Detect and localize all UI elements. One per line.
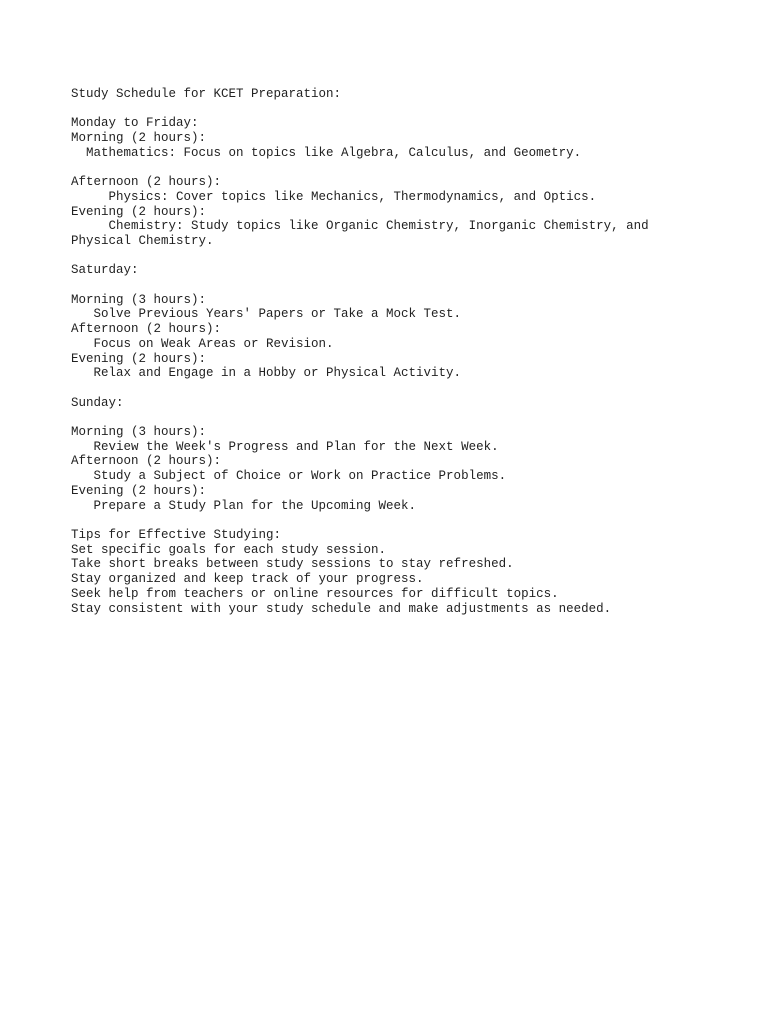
tip-item: Stay consistent with your study schedule and make adjustments as needed. bbox=[71, 601, 612, 616]
sunday-afternoon-label: Afternoon (2 hours): bbox=[71, 454, 222, 469]
document-title: Study Schedule for KCET Preparation: bbox=[71, 87, 342, 101]
blank-line bbox=[71, 381, 751, 396]
saturday-morning-text: Solve Previous Years' Papers or Take a Mock Test. bbox=[71, 307, 462, 322]
weekdays-evening-text-1: Chemistry: Study topics like Organic Chemistry, Inorganic Chemistry, and bbox=[71, 219, 649, 234]
tip-item: Stay organized and keep track of your progress. bbox=[71, 572, 424, 587]
weekdays-heading: Monday to Friday: bbox=[71, 116, 199, 131]
sunday-evening-label: Evening (2 hours): bbox=[71, 483, 207, 498]
sunday-evening-text: Prepare a Study Plan for the Upcoming Week. bbox=[71, 498, 417, 513]
blank-line bbox=[71, 410, 751, 425]
weekdays-afternoon-label: Afternoon (2 hours): bbox=[71, 175, 222, 190]
weekdays-evening-text-2: Physical Chemistry. bbox=[71, 234, 214, 248]
sunday-afternoon-text: Study a Subject of Choice or Work on Practice Problems. bbox=[71, 469, 507, 484]
sunday-morning-label: Morning (3 hours): bbox=[71, 425, 207, 440]
saturday-afternoon-label: Afternoon (2 hours): bbox=[71, 322, 222, 337]
blank-line bbox=[71, 102, 751, 117]
weekdays-afternoon-text: Physics: Cover topics like Mechanics, Thermodynamics, and Optics. bbox=[71, 189, 597, 204]
weekdays-morning-label: Morning (2 hours): bbox=[71, 131, 207, 146]
blank-line bbox=[71, 249, 751, 264]
tip-item: Seek help from teachers or online resources for difficult topics. bbox=[71, 586, 559, 601]
saturday-morning-label: Morning (3 hours): bbox=[71, 292, 207, 307]
sunday-heading: Sunday: bbox=[71, 395, 124, 410]
blank-line bbox=[71, 513, 751, 528]
sunday-morning-text: Review the Week's Progress and Plan for the Next Week. bbox=[71, 439, 499, 454]
saturday-afternoon-text: Focus on Weak Areas or Revision. bbox=[71, 336, 334, 351]
saturday-evening-label: Evening (2 hours): bbox=[71, 351, 207, 366]
tip-item: Take short breaks between study sessions to stay refreshed. bbox=[71, 557, 514, 572]
tips-heading: Tips for Effective Studying: bbox=[71, 527, 282, 542]
weekdays-evening-label: Evening (2 hours): bbox=[71, 204, 207, 219]
weekdays-morning-text: Mathematics: Focus on topics like Algebra, Calculus, and Geometry. bbox=[71, 145, 582, 160]
document-body bbox=[71, 87, 751, 616]
blank-line bbox=[71, 278, 751, 293]
tip-item: Set specific goals for each study session. bbox=[71, 542, 387, 557]
saturday-heading: Saturday: bbox=[71, 263, 139, 278]
saturday-evening-text: Relax and Engage in a Hobby or Physical Activity. bbox=[71, 366, 462, 381]
blank-line bbox=[71, 161, 751, 176]
